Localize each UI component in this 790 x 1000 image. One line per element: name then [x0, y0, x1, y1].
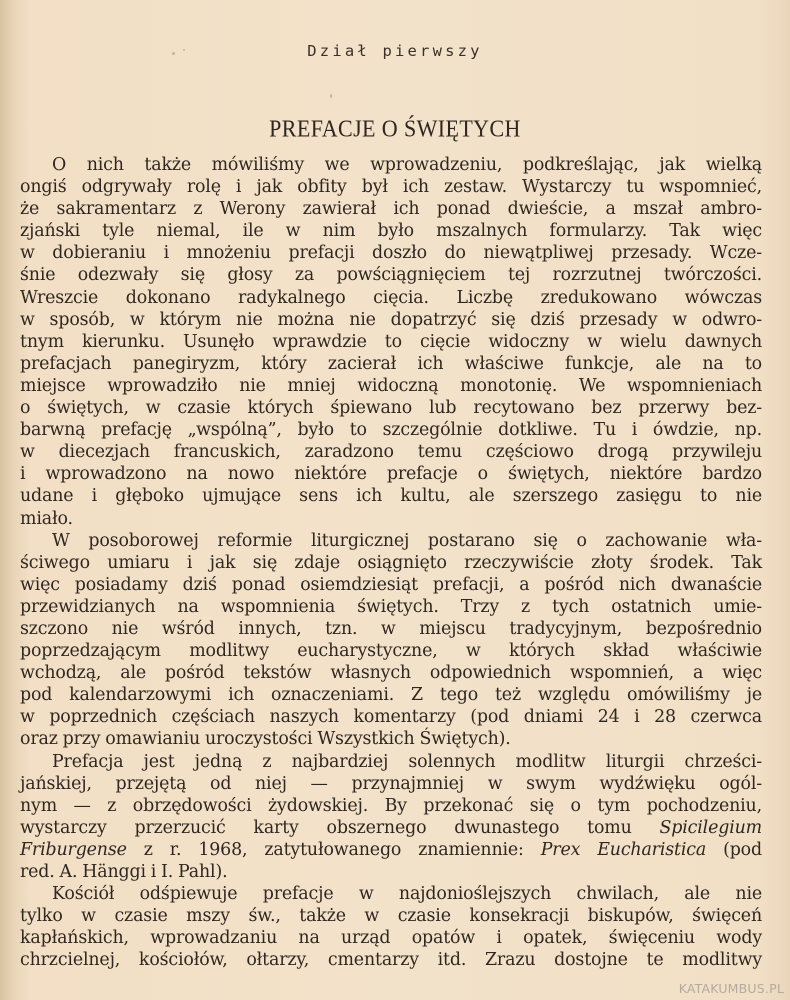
text-line — [20, 242, 762, 264]
text-span: śnie odezwały się głosy za powściągnięciem tej rozrzutnej twórczości. — [20, 265, 762, 286]
text-span: że sakramentarz z Werony zawierał ich ponad dwieście, a mszał ambro- — [20, 199, 762, 220]
text-span: więc posiadamy dziś ponad osiemdziesiąt prefacji, a pośród nich dwanaście — [20, 574, 762, 595]
text-span: red. A. Hänggi i I. Pahl). — [20, 862, 228, 882]
text-line — [20, 574, 762, 596]
text-span: przewidzianych na wspomnienia świętych. Trzy z tych ostatnich umie- — [20, 596, 762, 617]
text-line — [20, 861, 762, 883]
text-line — [20, 441, 762, 463]
text-line — [20, 397, 762, 419]
text-span: i wprowadzono na nowo niektóre prefacje o świętych, niektóre bardzo — [20, 464, 762, 485]
text-span: Kościół odśpiewuje prefacje w najdonioślejszych chwilach, ale nie — [52, 884, 762, 905]
text-line — [20, 596, 762, 618]
text-line — [20, 662, 762, 684]
text-span: udane i głęboko ujmujące sens ich kultu, ale szerszego zasięgu to nie — [20, 486, 762, 507]
text-line — [20, 309, 762, 331]
body-text — [20, 154, 762, 971]
text-line — [20, 927, 762, 949]
text-span: (pod — [706, 839, 762, 860]
text-line — [20, 508, 762, 530]
text-span: nym — z obrzędowości żydowskiej. By przekonać się o tym pochodzeniu, — [20, 795, 762, 816]
italic-title: Spicilegium — [659, 817, 762, 838]
text-line — [20, 463, 762, 485]
text-line — [20, 220, 762, 242]
text-line — [20, 419, 762, 441]
text-span: poprzedzającym modlitwy eucharystyczne, w których skład właściwie — [20, 641, 762, 662]
text-line — [20, 264, 762, 286]
chapter-title: PREFACJE O ŚWIĘTYCH — [269, 114, 521, 143]
text-span: miało. — [20, 508, 73, 529]
text-line — [20, 530, 762, 552]
text-span: miejsce wprowadziło nie mniej widoczną monotonię. We wspomnieniach — [20, 375, 762, 396]
text-span: o świętych, w czasie których śpiewano lub recytowano bez przerwy bez- — [20, 398, 762, 419]
ink-speck — [330, 94, 332, 98]
italic-title: Prex Eucharistica — [540, 839, 707, 860]
text-line — [20, 839, 762, 861]
text-line — [20, 949, 762, 971]
text-span: pod kalendarzowymi ich oznaczeniami. Z tego też względu omówiliśmy je — [20, 685, 762, 706]
text-line — [20, 375, 762, 397]
text-line — [20, 706, 762, 728]
text-line — [20, 176, 762, 198]
text-line — [20, 353, 762, 375]
text-span: W posoborowej reformie liturgicznej postarano się o zachowanie wła- — [52, 530, 762, 551]
text-line — [20, 728, 762, 750]
text-line — [20, 883, 762, 905]
text-span: z r. 1968, zatytułowanego znamiennie: — [126, 839, 541, 860]
text-span: wchodzą, ale pośród tekstów własnych odpowiednich wspomnień, a więc — [20, 663, 762, 684]
text-span: szczono nie wśród innych, tzn. w miejscu tradycyjnym, bezpośrednio — [20, 618, 762, 639]
text-span: prefacjach panegiryzm, który zacierał ich właściwe funkcje, ale na to — [20, 353, 762, 374]
section-label: Dział pierwszy — [307, 42, 483, 60]
text-line — [20, 552, 762, 574]
text-span: O nich także mówiliśmy we wprowadzeniu, podkreślając, jak wielką — [52, 155, 762, 175]
text-line — [20, 684, 762, 706]
text-span: ściwego umiaru i jak się zdaje osiągnięto rzeczywiście złoty środek. Tak — [20, 552, 762, 573]
text-line — [20, 773, 762, 795]
text-line — [20, 198, 762, 220]
text-span: tylko w czasie mszy św., także w czasie konsekracji biskupów, święceń — [20, 906, 762, 927]
text-line — [20, 287, 762, 309]
text-span: zjański tyle niemal, ile w nim było mszalnych formularzy. Tak więc — [20, 221, 762, 242]
text-line — [20, 618, 762, 640]
text-line — [20, 154, 762, 176]
text-span: tnym kierunku. Usunęło wprawdzie to cięcie widoczny w wielu dawnych — [20, 331, 762, 352]
text-line — [20, 795, 762, 817]
text-span: Wreszcie dokonano radykalnego cięcia. Liczbę zredukowano wówczas — [20, 287, 762, 308]
text-span: chrzcielnej, kościołów, ołtarzy, cmentarzy itd. Zrazu dostojne te modlitwy — [20, 950, 762, 971]
text-span: w dobieraniu i mnożeniu prefacji doszło do niewątpliwej przesady. Wcze- — [20, 243, 762, 264]
text-line — [20, 640, 762, 662]
text-span: kapłańskich, wprowadzaniu na urząd opatów i opatek, święceniu wody — [20, 928, 762, 949]
text-span: w diecezjach francuskich, zaradzono temu częściowo drogą przywileju — [20, 442, 762, 463]
text-line — [20, 751, 762, 773]
text-span: ongiś odgrywały rolę i jak obfity był ich zestaw. Wystarczy tu wspomnieć, — [20, 177, 762, 198]
watermark: KATAKUMBUS.PL — [678, 981, 784, 996]
text-line — [20, 817, 762, 839]
italic-title: Friburgense — [20, 839, 127, 860]
text-span: wystarczy przerzucić karty obszernego dwunastego tomu — [20, 817, 660, 838]
text-line — [20, 331, 762, 353]
text-span: w poprzednich częściach naszych komentarzy (pod dniami 24 i 28 czerwca — [20, 707, 762, 728]
text-line — [20, 485, 762, 507]
text-span: w sposób, w którym nie można nie dopatrzyć się dziś przesady w odwro- — [20, 309, 762, 330]
text-span: Prefacja jest jedną z najbardziej solennych modlitw liturgii chrześci- — [52, 751, 762, 772]
text-span: oraz przy omawianiu uroczystości Wszystkich Świętych). — [20, 729, 511, 750]
text-line — [20, 905, 762, 927]
text-span: barwną prefację „wspólną”, było to szczególnie dotkliwe. Tu i ówdzie, np. — [20, 420, 762, 441]
text-span: jańskiej, przejętą od niej — przynajmniej w swym wydźwięku ogól- — [20, 773, 762, 794]
